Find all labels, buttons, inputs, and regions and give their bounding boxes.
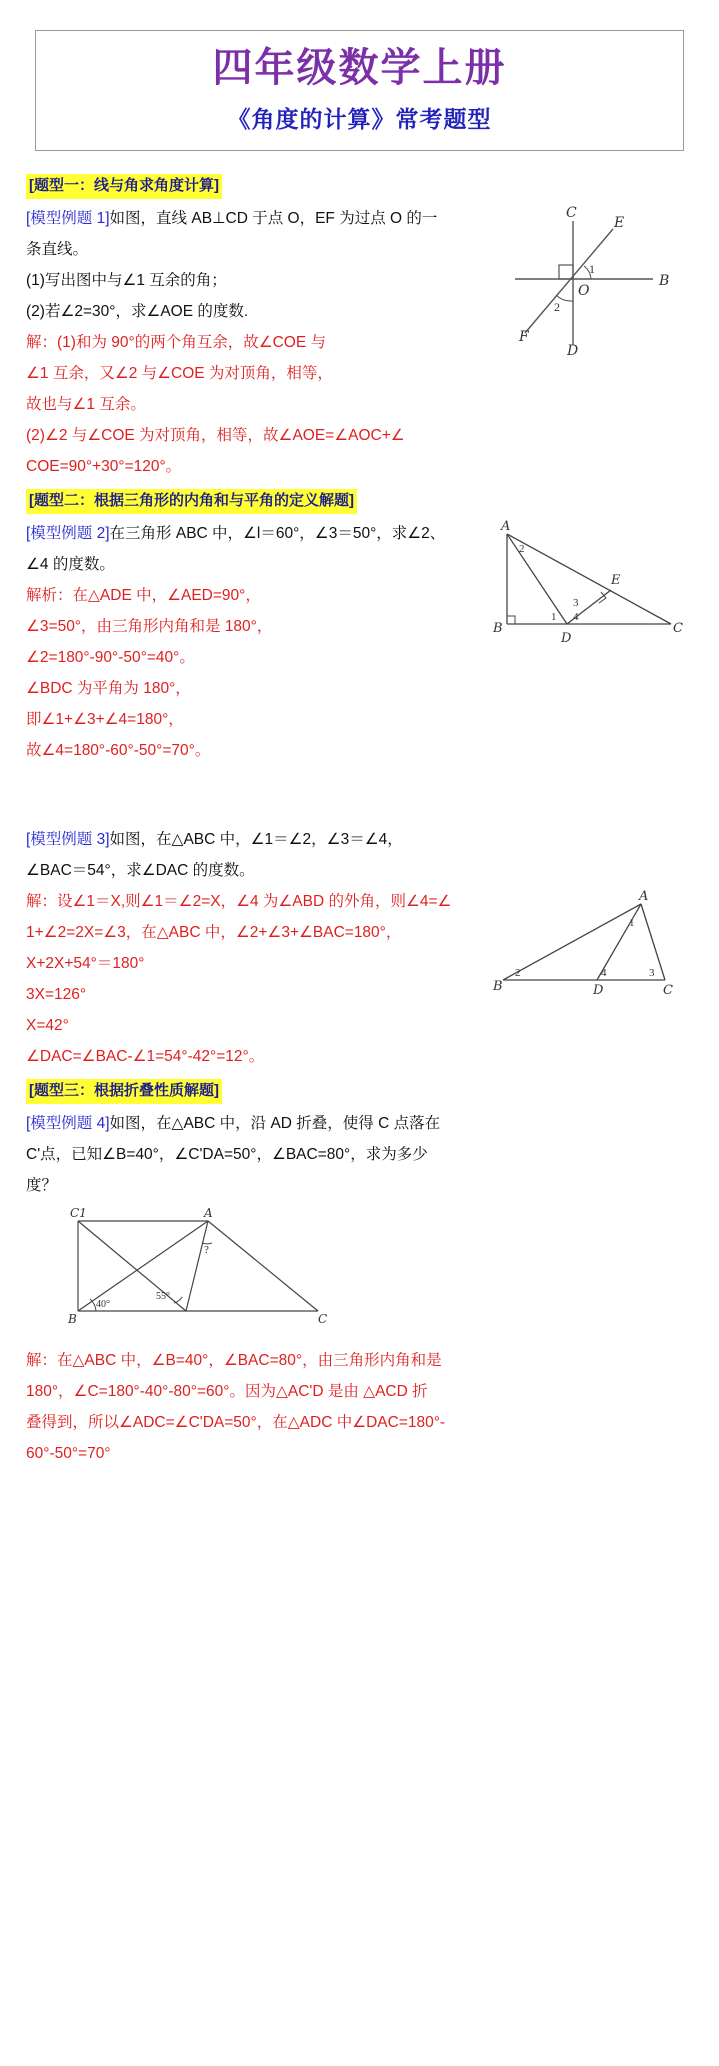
example-4-line-0: 如图，在△ABC 中，沿 AD 折叠，使得 C 点落在 xyxy=(109,1115,441,1132)
svg-text:C: C xyxy=(566,205,577,221)
svg-text:3: 3 xyxy=(573,597,579,609)
example-2-line-1: ∠4 的度数。 xyxy=(26,556,115,573)
svg-text:B: B xyxy=(493,621,503,636)
example-2-solution-line-1: ∠3=50°，由三角形内角和是 180°， xyxy=(26,618,273,635)
page-title: 四年级数学上册 xyxy=(212,44,507,91)
perpendicular-lines-svg xyxy=(513,205,685,355)
example-2-solution-line-4: 即∠1+∠3+∠4=180°， xyxy=(26,711,184,728)
worksheet-content xyxy=(0,151,719,1499)
svg-text:A: A xyxy=(204,1207,213,1220)
example-4-solution-line-1: 180°，∠C=180°-40°-80°=60°。因为△AC'D 是由 △ACD 折 xyxy=(26,1383,428,1400)
svg-text:1: 1 xyxy=(551,611,557,623)
example-1-solution-line-3: (2)∠2 与∠COE 为对顶角，相等，故∠AOE=∠AOC+∠ xyxy=(26,427,405,444)
svg-text:A: A xyxy=(639,889,649,904)
example-1-line-1: 条直线。 xyxy=(26,241,89,258)
svg-text:D: D xyxy=(561,631,572,646)
svg-text:C: C xyxy=(663,983,673,998)
section-2-body xyxy=(26,518,693,766)
example-4-solution-line-0: 解：在△ABC 中，∠B=40°，∠BAC=80°，由三角形内角和是 xyxy=(26,1352,442,1369)
svg-text:2: 2 xyxy=(554,300,560,314)
example-1-solution-line-2: 故也与∠1 互余。 xyxy=(26,396,146,413)
svg-text:3: 3 xyxy=(649,967,655,979)
svg-text:4: 4 xyxy=(573,611,579,623)
triangle-abc-altitude-figure xyxy=(489,520,685,648)
triangle-abc-altitude-svg xyxy=(489,520,685,648)
example-2-line-0: 在三角形 ABC 中，∠l＝60°，∠3＝50°，求∠2、 xyxy=(109,525,446,542)
example-4-solution-line-3: 60°-50°=70° xyxy=(26,1445,111,1462)
svg-text:4: 4 xyxy=(601,967,607,979)
svg-text:B: B xyxy=(68,1312,77,1326)
svg-text:B: B xyxy=(493,979,503,994)
example-2-solution-line-2: ∠2=180°-90°-50°=40°。 xyxy=(26,649,195,666)
section-3-body xyxy=(26,824,693,1072)
example-4-solution-line-2: 叠得到，所以∠ADC=∠C'DA=50°，在△ADC 中∠DAC=180°- xyxy=(26,1414,446,1431)
example-1-solution-line-4: COE=90°+30°=120°。 xyxy=(26,458,182,475)
svg-text:40°: 40° xyxy=(96,1299,110,1310)
svg-text:2: 2 xyxy=(515,967,521,979)
svg-text:F: F xyxy=(519,329,529,345)
example-2-solution-line-3: ∠BDC 为平角为 180°， xyxy=(26,680,191,697)
example-4-line-2: 度？ xyxy=(26,1177,58,1194)
folding-triangle-svg xyxy=(56,1207,366,1339)
svg-text:55°: 55° xyxy=(156,1291,170,1302)
svg-text:B: B xyxy=(659,273,670,289)
section-4-heading: [题型三：根据折叠性质解题] xyxy=(26,1079,222,1104)
svg-text:C1: C1 xyxy=(70,1207,87,1220)
section-1-heading: [题型一：线与角求角度计算] xyxy=(26,174,222,199)
example-1-tag: [模型例题 1] xyxy=(26,210,110,227)
perpendicular-lines-figure xyxy=(513,205,685,355)
example-4-tag: [模型例题 4] xyxy=(26,1115,110,1132)
svg-text:1: 1 xyxy=(589,262,595,276)
section-4 xyxy=(26,1072,693,1469)
worksheet-page xyxy=(0,30,719,2066)
svg-text:D: D xyxy=(593,983,604,998)
section-1-body xyxy=(26,203,693,420)
section-3 xyxy=(26,824,693,1072)
example-4-line-1: C'点，已知∠B=40°，∠C'DA=50°，∠BAC=80°，求为多少 xyxy=(26,1146,428,1163)
svg-text:O: O xyxy=(578,283,590,299)
example-2-solution-line-5: 故∠4=180°-60°-50°=70°。 xyxy=(26,742,211,759)
triangle-abd-figure xyxy=(489,888,685,1000)
svg-text:1: 1 xyxy=(629,917,635,929)
title-box xyxy=(35,30,684,151)
example-3-solution-line-4: X=42° xyxy=(26,1017,69,1034)
example-3-solution-line-5: ∠DAC=∠BAC-∠1=54°-42°=12°。 xyxy=(26,1048,265,1065)
folding-triangle-figure xyxy=(56,1207,693,1339)
example-3-line-1: ∠BAC＝54°，求∠DAC 的度数。 xyxy=(26,862,255,879)
example-1-solution-line-0: 解：(1)和为 90°的两个角互余，故∠COE 与 xyxy=(26,334,326,351)
svg-text:C: C xyxy=(673,621,683,636)
example-3-tag: [模型例题 3] xyxy=(26,831,110,848)
example-3-solution-line-2: X+2X+54°＝180° xyxy=(26,955,145,972)
example-3-solution-line-3: 3X=126° xyxy=(26,986,87,1003)
example-3-problem xyxy=(26,824,693,855)
section-1 xyxy=(26,167,693,482)
example-1-line-0: 如图，直线 AB⊥CD 于点 O，EF 为过点 O 的一 xyxy=(109,210,438,227)
svg-text:E: E xyxy=(611,573,621,588)
example-3-line-0: 如图，在△ABC 中，∠1＝∠2，∠3＝∠4， xyxy=(109,831,403,848)
svg-text:C: C xyxy=(318,1312,328,1326)
example-1-solution-line-1: ∠1 互余，又∠2 与∠COE 为对顶角，相等， xyxy=(26,365,333,382)
svg-text:E: E xyxy=(614,215,625,231)
section-2 xyxy=(26,482,693,766)
svg-text:?: ? xyxy=(204,1244,209,1256)
svg-text:D: D xyxy=(567,343,579,355)
svg-text:A: A xyxy=(501,520,511,534)
example-3-solution-line-1: 1+∠2=2X=∠3，在△ABC 中，∠2+∠3+∠BAC=180°， xyxy=(26,924,402,941)
spacer-after-section-2 xyxy=(26,766,693,824)
example-2-solution-line-0: 解析：在△ADE 中，∠AED=90°， xyxy=(26,587,261,604)
svg-text:2: 2 xyxy=(519,543,525,555)
example-3-solution-line-0: 解：设∠1＝X,则∠1＝∠2=X，∠4 为∠ABD 的外角，则∠4=∠ xyxy=(26,893,452,910)
section-2-heading: [题型二：根据三角形的内角和与平角的定义解题] xyxy=(26,489,357,514)
example-1-line-2: (1)写出图中与∠1 互余的角； xyxy=(26,272,227,289)
example-2-tag: [模型例题 2] xyxy=(26,525,110,542)
triangle-abd-svg xyxy=(489,888,685,1000)
example-4-problem xyxy=(26,1108,693,1139)
page-subtitle: 《角度的计算》常考题型 xyxy=(227,106,492,133)
example-1-line-3: (2)若∠2=30°，求∠AOE 的度数. xyxy=(26,303,249,320)
